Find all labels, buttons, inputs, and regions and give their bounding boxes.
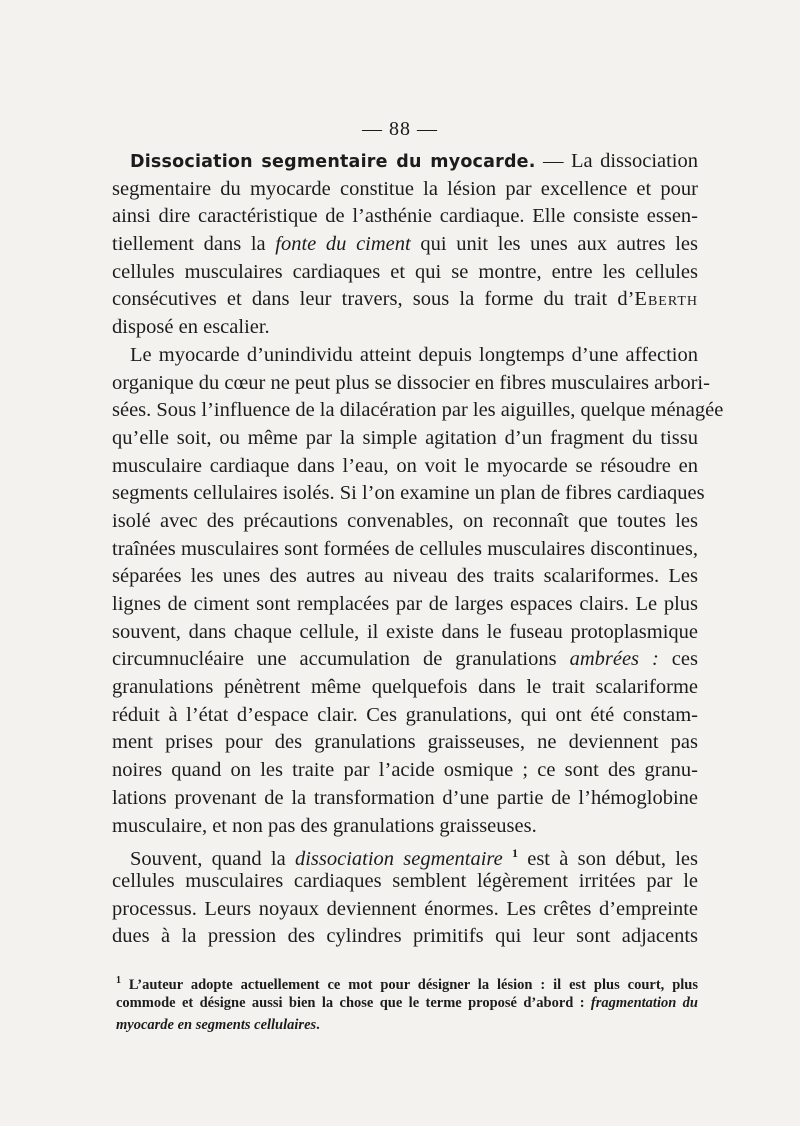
text-line: ment prises pour des granulations graisseuses, ne deviennent pas [112,731,698,754]
paragraph-2 [112,342,724,840]
text-line: musculaire, et non pas des granulations graisseuses. [112,814,537,837]
text-line: qu’elle soit, ou même par la simple agitation d’un fragment du tissu [112,426,698,449]
footnote-block [116,970,698,1036]
text-line: noires quand on les traite par l’acide osmique ; ce sont des granu- [112,759,698,782]
text-line: séparées les unes des autres au niveau des traits scalariformes. Les [112,565,698,588]
text-line: segmentaire du myocarde constitue la lésion par excellence et pour [112,177,698,200]
text-line: Dissociation segmentaire du myocarde. — La dissociation [130,150,699,172]
text-line: ainsi dire caractéristique de l’asthénie cardiaque. Elle consiste essen- [112,205,698,228]
text-line: tiellement dans la fonte du ciment qui unit les unes aux autres les [112,233,698,256]
text-line: musculaire cardiaque dans l’eau, on voit le myocarde se résoudre en [112,454,698,477]
text-line: consécutives et dans leur travers, sous la forme du trait d’Eberth [112,288,698,311]
text-line: Souvent, quand la dissociation segmentaire $^1$ est à son début, les [130,846,699,871]
text-line: granulations pénètrent même quelquefois dans le trait scalariforme [112,676,698,699]
text-line: circumnucléaire une accumulation de granulations ambrées : ces [112,648,698,671]
text-line: lignes de ciment sont remplacées par de larges espaces clairs. Le plus [112,593,698,615]
text-line: Le myocarde d’unindividu atteint depuis longtemps d’une affection [130,343,698,366]
footnote-line: commode et désigne aussi bien la chose que le terme proposé d’abord : fragmentation du [116,995,698,1011]
footnote-line: $^1$ L’auteur adopte actuellement ce mot pour désigner la lésion : il est plus court, plus [116,975,698,993]
text-line: isolé avec des précautions convenables, on reconnaît que toutes les [112,509,698,532]
italic-term: dissociation segmentaire [294,848,503,871]
text-line: lations provenant de la transformation d’une partie de l’hémoglobine [112,786,698,809]
author-name: Eberth [634,288,698,311]
footnote-marker: 1 [116,975,121,986]
text-line: souvent, dans chaque cellule, il existe dans le fuseau protoplasmique [112,620,698,643]
paragraph-1 [112,148,698,342]
footnote-line: myocarde en segments cellulaires. [116,1017,320,1033]
text-line: disposé en escalier. [112,316,270,339]
text-line: segments cellulaires isolés. Si l’on examine un plan de fibres cardiaques [112,482,705,505]
page-number: — 88 — [362,118,438,140]
text-line: organique du cœur ne peut plus se dissocier en fibres musculaires arbori- [112,371,710,394]
text-line: réduit à l’état d’espace clair. Ces granulations, qui ont été constam- [112,703,698,726]
text-line: cellules musculaires cardiaques et qui se montre, entre les cellules [112,260,698,283]
text-line: sées. Sous l’influence de la dilacération par les aiguilles, quelque ménagée [112,399,724,422]
paragraph-3 [112,840,698,951]
italic-term: ambrées : [569,648,659,671]
italic-term: fonte du ciment [275,233,411,256]
text-line: cellules musculaires cardiaques semblent légèrement irritées par le [112,869,698,892]
footnote-ref: 1 [511,846,518,861]
text-line: dues à la pression des cylindres primitifs qui leur sont adjacents [112,925,698,948]
section-heading: Dissociation segmentaire du myocarde. [130,152,536,172]
text-line: traînées musculaires sont formées de cellules musculaires discontinues, [112,537,698,560]
main-text [112,148,724,951]
text-line: processus. Leurs noyaux deviennent énormes. Les crêtes d’empreinte [112,897,698,920]
